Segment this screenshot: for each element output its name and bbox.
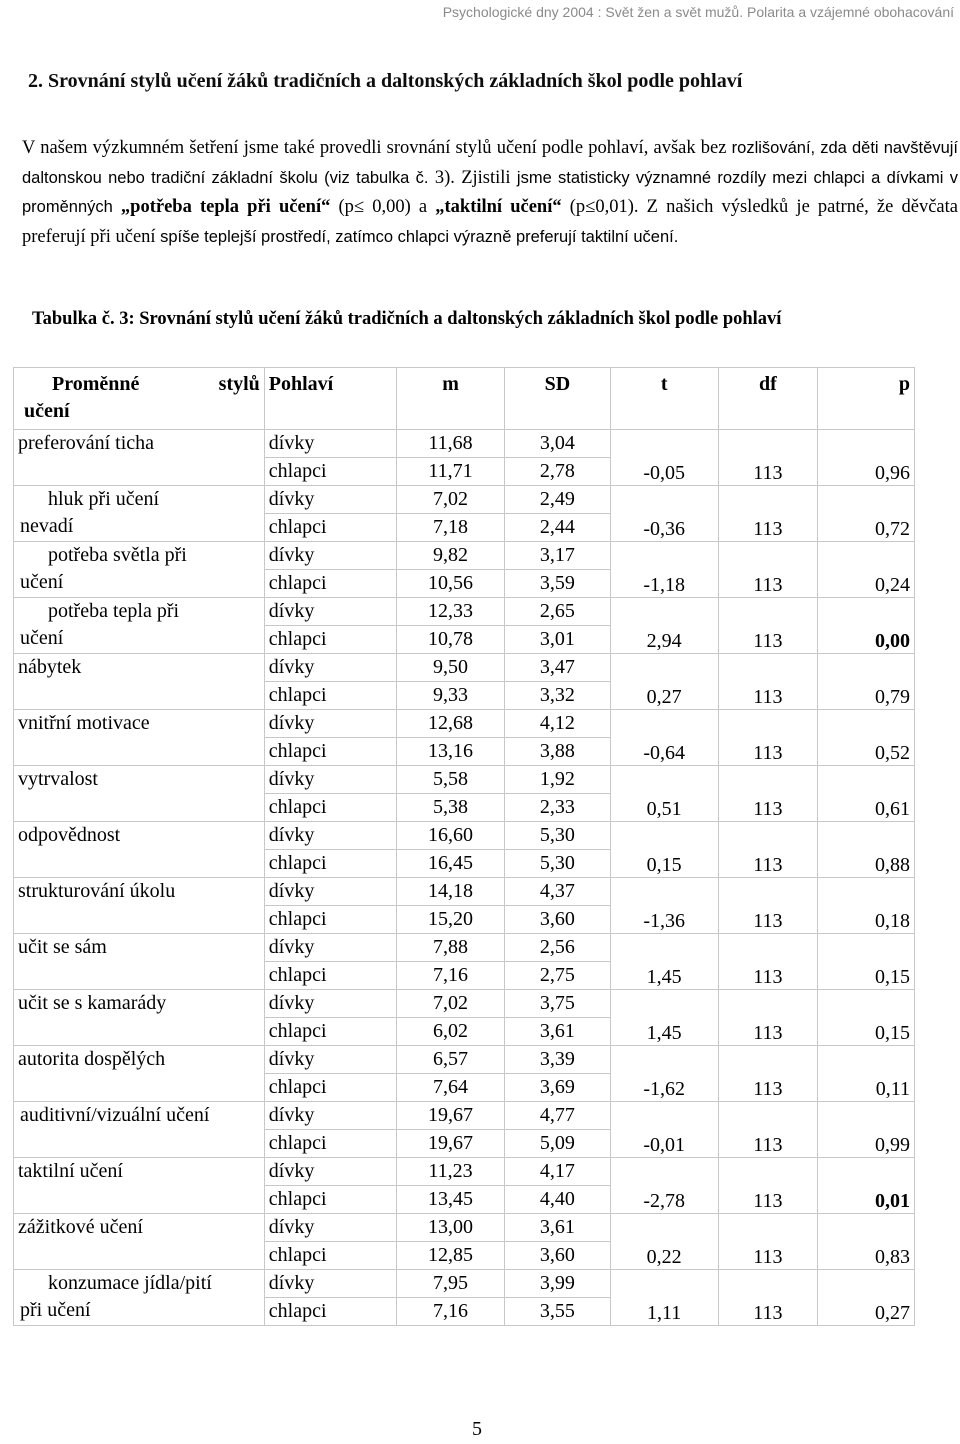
t-cell xyxy=(610,542,718,598)
sd-cell: 3,47 xyxy=(505,654,610,682)
variable-name-cell xyxy=(14,542,265,598)
df-cell xyxy=(718,542,817,598)
df-cell-value: 113 xyxy=(753,462,783,484)
t-cell-value: 1,11 xyxy=(647,1302,682,1324)
mean-cell: 14,18 xyxy=(396,878,504,906)
mean-cell: 13,00 xyxy=(396,1214,504,1242)
t-cell-value: 0,15 xyxy=(646,854,682,876)
p-cell xyxy=(817,542,914,598)
table-row xyxy=(14,542,915,570)
variable-name: vnitřní motivace xyxy=(18,712,150,734)
t-cell-value: -1,36 xyxy=(643,910,686,932)
sex-cell: dívky xyxy=(264,710,396,738)
sd-cell: 2,33 xyxy=(505,794,610,822)
t-cell-value: -0,01 xyxy=(643,1134,686,1156)
mean-cell: 10,56 xyxy=(396,570,504,598)
sex-cell: chlapci xyxy=(264,906,396,934)
sd-cell: 3,60 xyxy=(505,1242,610,1270)
sex-cell: dívky xyxy=(264,598,396,626)
df-cell-value: 113 xyxy=(753,742,783,764)
variable-name-cell xyxy=(14,1214,265,1270)
p-cell xyxy=(817,822,914,878)
variable-name: autorita dospělých xyxy=(18,1048,166,1070)
sd-cell: 5,30 xyxy=(505,822,610,850)
sd-cell: 4,77 xyxy=(505,1102,610,1130)
sex-cell: dívky xyxy=(264,486,396,514)
variable-name: zážitkové učení xyxy=(18,1216,143,1238)
variable-name: vytrvalost xyxy=(18,768,98,790)
mean-cell: 19,67 xyxy=(396,1130,504,1158)
df-cell xyxy=(718,598,817,654)
df-cell-value: 113 xyxy=(753,1022,783,1044)
mean-cell: 11,23 xyxy=(396,1158,504,1186)
sex-cell: dívky xyxy=(264,822,396,850)
sd-cell: 3,59 xyxy=(505,570,610,598)
section-title: 2. Srovnání stylů učení žáků tradičních a daltonských základních škol podle pohlaví xyxy=(28,70,743,92)
table-row xyxy=(14,766,915,794)
mean-cell: 13,45 xyxy=(396,1186,504,1214)
variable-name-cell xyxy=(14,934,265,990)
variable-name: učit se s kamarády xyxy=(18,992,167,1014)
variable-name-cont: při učení xyxy=(20,1299,91,1321)
sd-cell: 3,99 xyxy=(505,1270,610,1298)
sex-cell: dívky xyxy=(264,1158,396,1186)
sd-cell: 4,40 xyxy=(505,1186,610,1214)
table-row xyxy=(14,1046,915,1074)
p-cell-value: 0,00 xyxy=(875,630,910,652)
table-row xyxy=(14,1270,915,1298)
p-cell xyxy=(817,1214,914,1270)
p-cell xyxy=(817,766,914,822)
sd-cell: 5,09 xyxy=(505,1130,610,1158)
df-cell xyxy=(718,1270,817,1326)
paragraph-text: spíše teplejší prostředí, zatímco chlapci výrazně preferují taktilní učení. xyxy=(155,227,679,246)
variable-name-cont: učení xyxy=(20,627,64,649)
t-cell xyxy=(610,1102,718,1158)
t-cell-value: -1,62 xyxy=(643,1078,686,1100)
paragraph-text: rozlišování, zda děti navštěvují daltonskou nebo tradiční základní školu (viz tabulka č. xyxy=(22,139,958,187)
paragraph-emphasis: „potřeba tepla při učení“ xyxy=(120,197,331,217)
results-table xyxy=(13,367,915,1326)
sex-cell: chlapci xyxy=(264,1018,396,1046)
df-cell-value: 113 xyxy=(753,1078,783,1100)
variable-name: konzumace jídla/pití xyxy=(48,1272,212,1294)
sex-cell: chlapci xyxy=(264,458,396,486)
sd-cell: 2,44 xyxy=(505,514,610,542)
t-cell-value: -1,18 xyxy=(643,574,686,596)
sex-cell: chlapci xyxy=(264,1298,396,1326)
t-cell xyxy=(610,1270,718,1326)
mean-cell: 9,33 xyxy=(396,682,504,710)
p-cell-value: 0,83 xyxy=(875,1246,910,1268)
mean-cell: 7,16 xyxy=(396,962,504,990)
df-cell-value: 113 xyxy=(753,1246,783,1268)
sd-cell: 3,01 xyxy=(505,626,610,654)
t-cell xyxy=(610,822,718,878)
df-cell xyxy=(718,654,817,710)
sd-cell: 2,65 xyxy=(505,598,610,626)
variable-name-cell xyxy=(14,598,265,654)
mean-cell: 12,33 xyxy=(396,598,504,626)
variable-name-cell xyxy=(14,710,265,766)
mean-cell: 9,50 xyxy=(396,654,504,682)
t-cell-value: 0,51 xyxy=(646,798,682,820)
variable-name: taktilní učení xyxy=(18,1160,123,1182)
sex-cell: dívky xyxy=(264,654,396,682)
df-cell-value: 113 xyxy=(753,630,783,652)
t-cell xyxy=(610,598,718,654)
paragraph-text: (p≤0,01). Z našich výsledků je patrné, že děvčata preferují při učení xyxy=(22,197,958,247)
p-cell xyxy=(817,710,914,766)
sex-cell: chlapci xyxy=(264,794,396,822)
mean-cell: 16,45 xyxy=(396,850,504,878)
header-sd: SD xyxy=(505,368,610,430)
sex-cell: dívky xyxy=(264,430,396,458)
sd-cell: 4,37 xyxy=(505,878,610,906)
sex-cell: dívky xyxy=(264,990,396,1018)
sex-cell: dívky xyxy=(264,878,396,906)
sd-cell: 4,12 xyxy=(505,710,610,738)
sex-cell: chlapci xyxy=(264,1074,396,1102)
table-row xyxy=(14,990,915,1018)
sex-cell: chlapci xyxy=(264,962,396,990)
table-row xyxy=(14,430,915,458)
df-cell xyxy=(718,1046,817,1102)
sd-cell: 4,17 xyxy=(505,1158,610,1186)
p-cell-value: 0,27 xyxy=(875,1302,910,1324)
p-cell-value: 0,52 xyxy=(875,742,910,764)
header-p: p xyxy=(817,368,914,430)
variable-name: hluk při učení xyxy=(48,488,160,510)
table-row xyxy=(14,1158,915,1186)
variable-name: potřeba světla při xyxy=(48,544,187,566)
t-cell-value: -0,64 xyxy=(643,742,686,764)
p-cell-value: 0,96 xyxy=(875,462,910,484)
p-cell xyxy=(817,1158,914,1214)
df-cell xyxy=(718,430,817,486)
t-cell xyxy=(610,990,718,1046)
mean-cell: 5,58 xyxy=(396,766,504,794)
paragraph-emphasis: „taktilní učení“ xyxy=(435,197,562,217)
paragraph-text: (p≤ 0,00) a xyxy=(330,197,436,217)
sex-cell: chlapci xyxy=(264,1186,396,1214)
page-number: 5 xyxy=(472,1418,482,1440)
table-row xyxy=(14,822,915,850)
mean-cell: 7,64 xyxy=(396,1074,504,1102)
paragraph-text: V našem výzkumném šetření jsme také provedli srovnání stylů učení podle pohlaví, avšak bez xyxy=(22,138,727,158)
running-header: Psychologické dny 2004 : Svět žen a svět mužů. Polarita a vzájemné obohacování xyxy=(442,4,954,20)
df-cell xyxy=(718,1214,817,1270)
p-cell xyxy=(817,1102,914,1158)
df-cell-value: 113 xyxy=(753,798,783,820)
table-caption: Tabulka č. 3: Srovnání stylů učení žáků tradičních a daltonských základních škol podle pohlaví xyxy=(32,309,782,329)
sex-cell: dívky xyxy=(264,542,396,570)
header-variable xyxy=(14,368,265,430)
df-cell xyxy=(718,486,817,542)
p-cell-value: 0,15 xyxy=(875,1022,910,1044)
sd-cell: 3,39 xyxy=(505,1046,610,1074)
variable-name-cell xyxy=(14,878,265,934)
mean-cell: 7,95 xyxy=(396,1270,504,1298)
t-cell-value: 2,94 xyxy=(646,630,682,652)
p-cell xyxy=(817,878,914,934)
mean-cell: 11,68 xyxy=(396,430,504,458)
t-cell xyxy=(610,430,718,486)
sd-cell: 3,17 xyxy=(505,542,610,570)
p-cell xyxy=(817,990,914,1046)
t-cell-value: 1,45 xyxy=(646,1022,682,1044)
sd-cell: 3,04 xyxy=(505,430,610,458)
df-cell xyxy=(718,710,817,766)
df-cell xyxy=(718,1102,817,1158)
variable-name: odpovědnost xyxy=(18,824,121,846)
p-cell xyxy=(817,598,914,654)
p-cell xyxy=(817,1270,914,1326)
sex-cell: dívky xyxy=(264,1102,396,1130)
body-paragraph xyxy=(22,134,958,252)
sex-cell: chlapci xyxy=(264,682,396,710)
table-row xyxy=(14,598,915,626)
sex-cell: chlapci xyxy=(264,626,396,654)
mean-cell: 12,85 xyxy=(396,1242,504,1270)
variable-name-cell xyxy=(14,654,265,710)
variable-name-cell xyxy=(14,486,265,542)
mean-cell: 7,02 xyxy=(396,486,504,514)
table-row xyxy=(14,486,915,514)
df-cell-value: 113 xyxy=(753,910,783,932)
t-cell-value: 1,45 xyxy=(646,966,682,988)
header-t: t xyxy=(610,368,718,430)
df-cell-value: 113 xyxy=(753,518,783,540)
t-cell-value: 0,22 xyxy=(646,1246,682,1268)
mean-cell: 16,60 xyxy=(396,822,504,850)
header-df: df xyxy=(718,368,817,430)
df-cell-value: 113 xyxy=(753,854,783,876)
paragraph-text: 3). Zjistili xyxy=(428,167,511,188)
header-mean: m xyxy=(396,368,504,430)
header-text: Proměnné xyxy=(52,373,140,395)
p-cell xyxy=(817,430,914,486)
t-cell-value: 0,27 xyxy=(646,686,682,708)
p-cell-value: 0,99 xyxy=(875,1134,910,1156)
sd-cell: 3,61 xyxy=(505,1018,610,1046)
sd-cell: 3,55 xyxy=(505,1298,610,1326)
df-cell-value: 113 xyxy=(753,686,783,708)
t-cell-value: -2,78 xyxy=(643,1190,686,1212)
p-cell-value: 0,18 xyxy=(875,910,910,932)
mean-cell: 6,02 xyxy=(396,1018,504,1046)
sd-cell: 2,75 xyxy=(505,962,610,990)
sex-cell: chlapci xyxy=(264,570,396,598)
variable-name-cell xyxy=(14,1102,265,1158)
sex-cell: dívky xyxy=(264,934,396,962)
t-cell xyxy=(610,654,718,710)
variable-name-cont: nevadí xyxy=(20,515,74,537)
sd-cell: 2,49 xyxy=(505,486,610,514)
t-cell xyxy=(610,486,718,542)
df-cell-value: 113 xyxy=(753,1134,783,1156)
mean-cell: 9,82 xyxy=(396,542,504,570)
mean-cell: 7,16 xyxy=(396,1298,504,1326)
mean-cell: 10,78 xyxy=(396,626,504,654)
table-row xyxy=(14,934,915,962)
sex-cell: dívky xyxy=(264,1214,396,1242)
sex-cell: dívky xyxy=(264,766,396,794)
sex-cell: chlapci xyxy=(264,1130,396,1158)
p-cell xyxy=(817,934,914,990)
mean-cell: 6,57 xyxy=(396,1046,504,1074)
sd-cell: 3,61 xyxy=(505,1214,610,1242)
sex-cell: chlapci xyxy=(264,1242,396,1270)
p-cell-value: 0,11 xyxy=(875,1078,910,1100)
p-cell xyxy=(817,1046,914,1102)
df-cell-value: 113 xyxy=(753,966,783,988)
sd-cell: 3,88 xyxy=(505,738,610,766)
table-row xyxy=(14,1102,915,1130)
df-cell xyxy=(718,1158,817,1214)
sd-cell: 3,69 xyxy=(505,1074,610,1102)
variable-name: strukturování úkolu xyxy=(18,880,176,902)
df-cell-value: 113 xyxy=(753,1302,783,1324)
df-cell xyxy=(718,822,817,878)
p-cell-value: 0,72 xyxy=(875,518,910,540)
variable-name-cell xyxy=(14,1046,265,1102)
df-cell xyxy=(718,878,817,934)
table-body xyxy=(14,430,915,1326)
sd-cell: 3,32 xyxy=(505,682,610,710)
variable-name: nábytek xyxy=(18,656,82,678)
header-text: učení xyxy=(24,400,70,422)
table-row xyxy=(14,710,915,738)
table-row xyxy=(14,654,915,682)
t-cell xyxy=(610,710,718,766)
p-cell-value: 0,88 xyxy=(875,854,910,876)
df-cell-value: 113 xyxy=(753,1190,783,1212)
mean-cell: 5,38 xyxy=(396,794,504,822)
p-cell-value: 0,01 xyxy=(875,1190,910,1212)
df-cell xyxy=(718,766,817,822)
t-cell xyxy=(610,1046,718,1102)
header-text: stylů xyxy=(218,373,260,395)
sex-cell: chlapci xyxy=(264,738,396,766)
sd-cell: 3,60 xyxy=(505,906,610,934)
t-cell xyxy=(610,878,718,934)
variable-name: učit se sám xyxy=(18,936,107,958)
t-cell xyxy=(610,766,718,822)
sd-cell: 5,30 xyxy=(505,850,610,878)
table-header-row xyxy=(14,368,915,430)
sex-cell: chlapci xyxy=(264,514,396,542)
t-cell xyxy=(610,1214,718,1270)
t-cell-value: -0,05 xyxy=(643,462,686,484)
variable-name-cell xyxy=(14,1270,265,1326)
sd-cell: 2,56 xyxy=(505,934,610,962)
variable-name-cont: učení xyxy=(20,571,64,593)
header-sex: Pohlaví xyxy=(264,368,396,430)
variable-name-cell xyxy=(14,766,265,822)
sex-cell: dívky xyxy=(264,1046,396,1074)
df-cell xyxy=(718,990,817,1046)
mean-cell: 11,71 xyxy=(396,458,504,486)
df-cell xyxy=(718,934,817,990)
t-cell xyxy=(610,934,718,990)
variable-name: preferování ticha xyxy=(18,432,155,454)
p-cell-value: 0,24 xyxy=(875,574,910,596)
mean-cell: 12,68 xyxy=(396,710,504,738)
df-cell-value: 113 xyxy=(753,574,783,596)
variable-name: potřeba tepla při xyxy=(48,600,180,622)
t-cell xyxy=(610,1158,718,1214)
t-cell-value: -0,36 xyxy=(643,518,686,540)
variable-name: auditivní/vizuální učení xyxy=(20,1104,210,1126)
mean-cell: 19,67 xyxy=(396,1102,504,1130)
table-row xyxy=(14,878,915,906)
table-row xyxy=(14,1214,915,1242)
variable-name-cell xyxy=(14,430,265,486)
p-cell-value: 0,79 xyxy=(875,686,910,708)
variable-name-cell xyxy=(14,1158,265,1214)
mean-cell: 15,20 xyxy=(396,906,504,934)
sex-cell: chlapci xyxy=(264,850,396,878)
mean-cell: 7,02 xyxy=(396,990,504,1018)
p-cell-value: 0,61 xyxy=(875,798,910,820)
paragraph-text: jsme statisticky významné rozdíly mezi chlapci a dívkami v proměnných xyxy=(22,168,959,216)
variable-name-cell xyxy=(14,822,265,878)
variable-name-cell xyxy=(14,990,265,1046)
mean-cell: 13,16 xyxy=(396,738,504,766)
sd-cell: 1,92 xyxy=(505,766,610,794)
sd-cell: 2,78 xyxy=(505,458,610,486)
mean-cell: 7,18 xyxy=(396,514,504,542)
sex-cell: dívky xyxy=(264,1270,396,1298)
p-cell xyxy=(817,654,914,710)
mean-cell: 7,88 xyxy=(396,934,504,962)
p-cell-value: 0,15 xyxy=(875,966,910,988)
sd-cell: 3,75 xyxy=(505,990,610,1018)
p-cell xyxy=(817,486,914,542)
